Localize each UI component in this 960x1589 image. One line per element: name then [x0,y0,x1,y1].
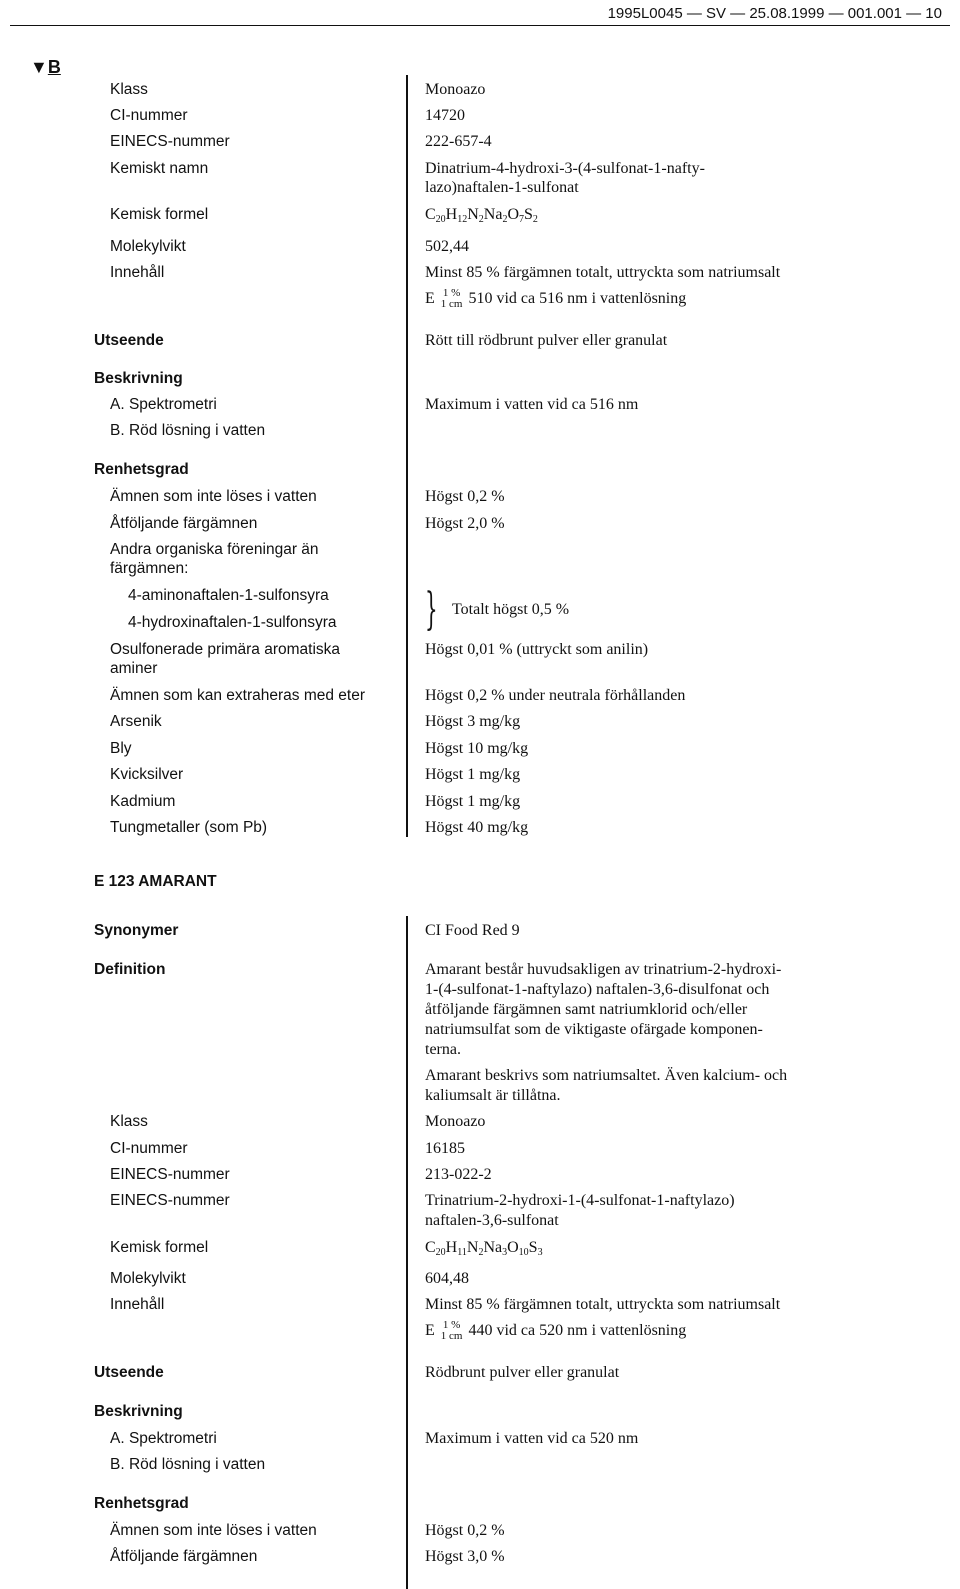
header-rule [10,25,950,26]
insoluble-value: Högst 0,2 % [425,488,505,505]
insoluble-label: Ämnen som inte löses i vatten [110,488,317,505]
definition-p1-line5: terna. [425,1041,461,1058]
fraction-top-e123: 1 % [442,1319,461,1332]
total-max-value: Totalt högst 0,5 % [452,601,570,618]
cadmium-value: Högst 1 mg/kg [425,793,521,810]
ci-value: 14720 [425,107,465,124]
mercury-label: Kvicksilver [110,766,184,783]
extinction-fraction [441,288,463,310]
subsidiary-colours-label: Åtföljande färgämnen [110,515,258,532]
appearance-value: Rött till rödbrunt pulver eller granulat [425,332,668,349]
content-label: Innehåll [110,264,165,281]
synonyms-value: CI Food Red 9 [425,922,520,939]
purity-label-e123: Renhetsgrad [94,1495,189,1512]
ci-label-e123: CI-nummer [110,1140,188,1157]
ether-extractable-value: Högst 0,2 % under neutrala förhållanden [425,687,686,704]
molecular-weight-value: 502,44 [425,238,469,255]
klass-label-e123: Klass [110,1113,148,1130]
red-solution-label-e123: B. Röd lösning i vatten [110,1456,266,1473]
description-label-e123: Beskrivning [94,1403,183,1420]
cadmium-label: Kadmium [110,793,176,810]
fraction-bottom: 1 cm [440,298,463,311]
insoluble-label-e123: Ämnen som inte löses i vatten [110,1522,317,1539]
chemical-formula: $C_{20}H_{12}N_2Na_2O_7S_2$ [425,206,538,225]
absorbance-value-e123: 440 vid ca 520 nm i vattenlösning [468,1322,687,1339]
arsenic-label: Arsenik [110,713,162,730]
fraction-top: 1 % [442,287,461,300]
einecs-label: EINECS-nummer [110,133,230,150]
einecs-value: 222-657-4 [425,133,492,150]
content-label-e123: Innehåll [110,1296,165,1313]
hydroxynaphthalene-label: 4-hydroxinaftalen-1-sulfonsyra [128,614,337,631]
appearance-label-e123: Utseende [94,1364,164,1381]
purity-label: Renhetsgrad [94,461,189,478]
mercury-value: Högst 1 mg/kg [425,766,521,783]
section-title: E 123 AMARANT [94,873,217,890]
einecs2-label-e123: EINECS-nummer [110,1192,230,1209]
content-line1: Minst 85 % färgämnen totalt, uttryckta som natriumsalt [425,264,781,281]
section-marker [30,57,61,77]
absorbance-line-e123 [425,1320,686,1342]
chemical-name-line1-e123: Trinatrium-2-hydroxi-1-(4-sulfonat-1-naftylazo) [425,1192,735,1209]
heavy-metals-label: Tungmetaller (som Pb) [110,819,268,836]
aminonaphthalene-label: 4-aminonaftalen-1-sulfonsyra [128,587,329,604]
extinction-symbol-e123: E [425,1322,435,1339]
organic-compounds-label-line1: Andra organiska föreningar än [110,541,319,558]
molecular-weight-label-e123: Molekylvikt [110,1270,186,1287]
absorbance-line [425,288,686,310]
ci-label: CI-nummer [110,107,188,124]
spectrometry-label-e123: A. Spektrometri [110,1430,217,1447]
formula-label: Kemisk formel [110,206,209,223]
extinction-symbol: E [425,290,435,307]
definition-p1-line2: 1-(4-sulfonat-1-naftylazo) naftalen-3,6-disulfonat och [425,981,770,998]
description-label: Beskrivning [94,370,183,387]
triangle-down-icon: ▼ [30,57,48,77]
subsidiary-colours-value-e123: Högst 3,0 % [425,1548,505,1565]
unsulfonated-amines-label-line1: Osulfonerade primära aromatiska [110,641,341,658]
einecs-value-e123: 213-022-2 [425,1166,492,1183]
arsenic-value: Högst 3 mg/kg [425,713,521,730]
molecular-weight-label: Molekylvikt [110,238,186,255]
red-solution-label: B. Röd lösning i vatten [110,422,266,439]
absorbance-value: 510 vid ca 516 nm i vattenlösning [468,290,687,307]
chemical-name-line2: lazo)naftalen-1-sulfonat [425,179,579,196]
definition-p2-line1: Amarant beskrivs som natriumsaltet. Även kalcium- och [425,1067,788,1084]
right-brace-icon: } [425,584,438,635]
unsulfonated-amines-value: Högst 0,01 % (uttryckt som anilin) [425,641,649,658]
heavy-metals-value: Högst 40 mg/kg [425,819,529,836]
molecular-weight-value-e123: 604,48 [425,1270,469,1287]
definition-p1-line4: natriumsulfat som de viktigaste ofärgade komponen- [425,1021,763,1038]
definition-label: Definition [94,961,166,978]
spectrometry-value: Maximum i vatten vid ca 516 nm [425,396,639,413]
chemical-name-label: Kemiskt namn [110,160,209,177]
content-line1-e123: Minst 85 % färgämnen totalt, uttryckta som natriumsalt [425,1296,781,1313]
appearance-label: Utseende [94,332,164,349]
spectrometry-label: A. Spektrometri [110,396,217,413]
chemical-name-line2-e123: naftalen-3,6-sulfonat [425,1212,559,1229]
synonyms-label: Synonymer [94,922,179,939]
definition-p2-line2: kaliumsalt är tillåtna. [425,1087,561,1104]
definition-p1-line1: Amarant består huvudsakligen av trinatrium-2-hydroxi- [425,961,782,978]
document-reference: 1995L0045 — SV — 25.08.1999 — 001.001 — 10 [607,5,942,22]
chemical-name-line1: Dinatrium-4-hydroxi-3-(4-sulfonat-1-nafty- [425,160,705,177]
unsulfonated-amines-label-line2: aminer [110,660,158,677]
klass-label: Klass [110,81,148,98]
insoluble-value-e123: Högst 0,2 % [425,1522,505,1539]
fraction-bottom-e123: 1 cm [440,1330,463,1343]
column-divider-e123 [406,916,408,1589]
organic-compounds-label-line2: färgämnen: [110,560,189,577]
klass-value: Monoazo [425,81,486,98]
appearance-value-e123: Rödbrunt pulver eller granulat [425,1364,620,1381]
ci-value-e123: 16185 [425,1140,465,1157]
formula-label-e123: Kemisk formel [110,1239,209,1256]
definition-p1-line3: åtföljande färgämnen samt natriumklorid och/eller [425,1001,748,1018]
spectrometry-value-e123: Maximum i vatten vid ca 520 nm [425,1430,639,1447]
chemical-formula-e123: $C_{20}H_{11}N_2Na_3O_{10}S_3$ [425,1239,543,1258]
subsidiary-colours-value: Högst 2,0 % [425,515,505,532]
ether-extractable-label: Ämnen som kan extraheras med eter [110,687,366,704]
klass-value-e123: Monoazo [425,1113,486,1130]
extinction-fraction-e123 [441,1320,463,1342]
einecs-label-e123: EINECS-nummer [110,1166,230,1183]
marker-label: B [47,57,61,77]
lead-label: Bly [110,740,132,757]
lead-value: Högst 10 mg/kg [425,740,529,757]
subsidiary-colours-label-e123: Åtföljande färgämnen [110,1548,258,1565]
column-divider [406,75,408,837]
